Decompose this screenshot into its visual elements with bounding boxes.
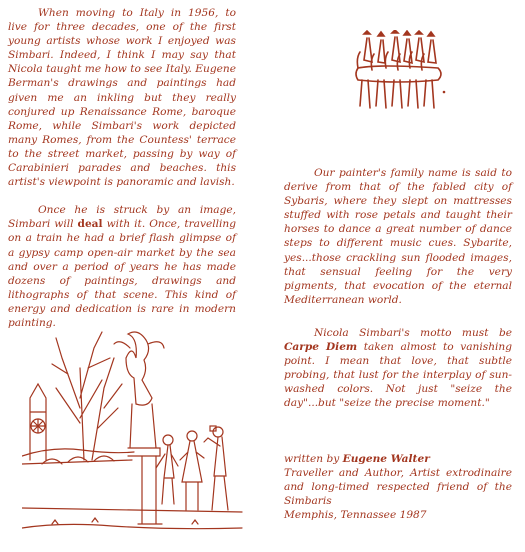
carabinieri-horsemen-drawing xyxy=(352,30,448,112)
carpe-diem-emphasis: Carpe Diem xyxy=(284,341,358,354)
left-paragraph-1: When moving to Italy in 1956, to live for three decades, one of the first young artists whose work I enjoyed was Simbari. Indeed, I think I may say that Nicola taught me how to see Italy. Eugene Berman's drawings and paintings had given me an inkling but they really conjured up Renaissance Rome, baroque Rome, while Simbari's work depicted many Romes, from the Countess' terrace to the street market, passing by way of Carabinieri parades and beaches. this artist's viewpoint is panoramic and lavish. xyxy=(8,7,236,189)
right-paragraph-1: Our painter's family name is said to derive from that of the fabled city of Sybaris, where they slept on mattresses stuffed with rose petals and taught their horses to dance a great number of dance steps to different music cues. Sybarite, yes...those crackling sun flooded images, that sensual feeling for the very pigments, that evocation of the eternal Mediterranean world. xyxy=(284,167,512,306)
left-paragraph-2-text-b: with it. Once, travelling on a train he had a brief flash glimpse of a gypsy camp open-air market by the sea and over a period of years he has made dozens of paintings, drawings and lithographs of that scene. This kind of energy and dedication is rare in modern painting. xyxy=(8,218,236,329)
credits-place-date: Memphis, Tennassee 1987 xyxy=(284,509,427,522)
author-name: Eugene Walter xyxy=(342,453,430,465)
left-paragraph-2 xyxy=(8,203,236,330)
written-by-label: written by xyxy=(284,453,343,465)
right-paragraph-2 xyxy=(284,326,512,411)
left-column xyxy=(8,6,236,330)
right-paragraph-2-text-b: taken almost to vanishing point. I mean that love, that subtle probing, that lust for the interplay of sun-washed colors. Not just "seize the day"...but "seize the precise moment." xyxy=(284,341,513,410)
credits-description: Traveller and Author, Artist extrodinaire and long-timed respected friend of the Simbaris xyxy=(284,467,512,508)
rome-street-scene-drawing xyxy=(22,328,244,540)
deal-emphasis: deal xyxy=(77,218,103,231)
right-paragraph-2-text-a: Nicola Simbari's motto must be xyxy=(314,327,512,339)
credits xyxy=(284,452,512,522)
left-paragraph-2-text-a: Once he is struck by an image, Simbari will xyxy=(8,204,236,231)
right-paragraph-1-wrap xyxy=(284,166,512,307)
right-paragraph-2-wrap xyxy=(284,326,512,411)
credits-author-line xyxy=(284,452,512,466)
